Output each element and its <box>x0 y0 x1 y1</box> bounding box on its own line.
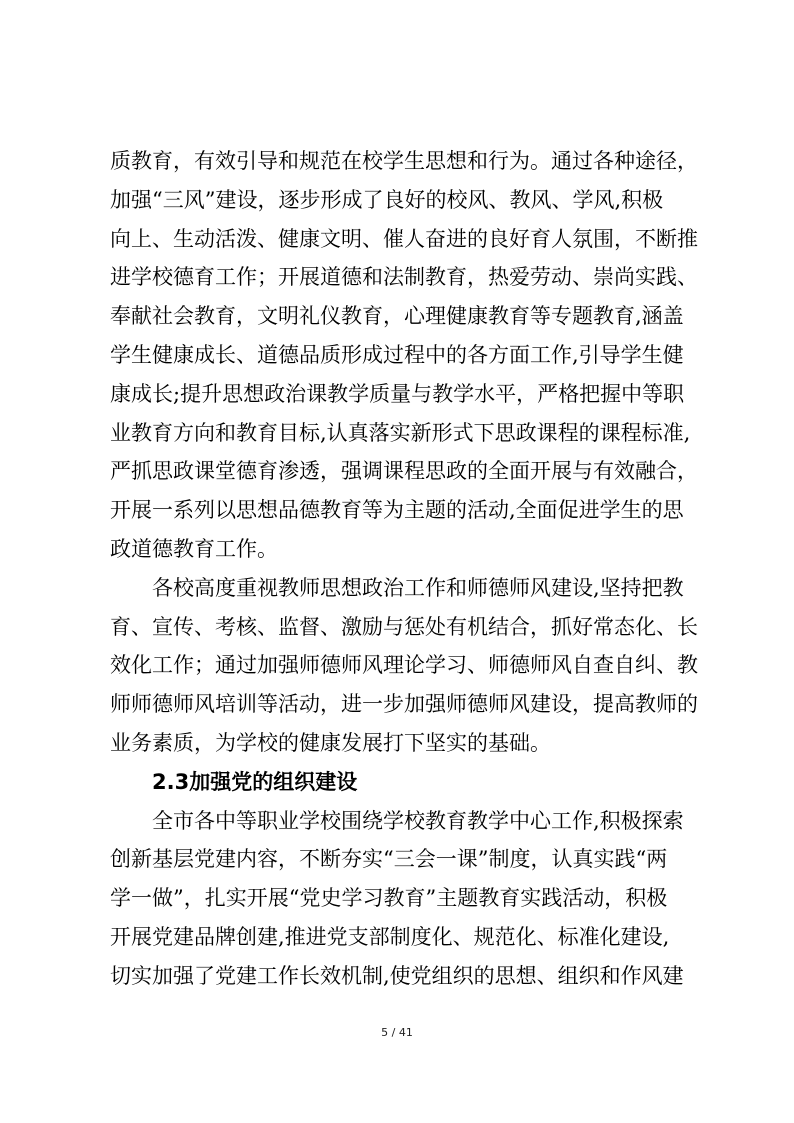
paragraph-line: 加强“三风”建设，逐步形成了良好的校风、教风、学风,积极 <box>110 187 664 212</box>
paragraph-line: 向上、生动活泼、健康文明、催人奋进的良好育人氛围，不断推 <box>110 226 698 251</box>
section-heading: 2.3加强党的组织建设 <box>152 769 358 794</box>
paragraph-line: 康成长;提升思想政治课教学质量与教学水平，严格把握中等职 <box>110 381 685 406</box>
paragraph-line: 师师德师风培训等活动，进一步加强师德师风建设，提高教师的 <box>110 692 698 717</box>
paragraph-line: 创新基层党建内容，不断夯实“三会一课”制度，认真实践“两 <box>110 847 668 872</box>
paragraph-line: 严抓思政课堂德育渗透，强调课程思政的全面开展与有效融合， <box>110 459 698 484</box>
paragraph-2 <box>110 569 710 763</box>
document-body <box>110 142 710 996</box>
paragraph-line: 学生健康成长、道德品质形成过程中的各方面工作,引导学生健 <box>110 342 684 367</box>
paragraph-3 <box>110 802 710 996</box>
paragraph-line: 学一做”，扎实开展“党史学习教育”主题教育实践活动，积极 <box>110 886 668 911</box>
paragraph-line: 开展党建品牌创建,推进党支部制度化、规范化、标准化建设, <box>110 924 670 949</box>
paragraph-line: 业务素质，为学校的健康发展打下坚实的基础。 <box>110 730 551 755</box>
paragraph-line: 育、宣传、考核、监督、激励与惩处有机结合，抓好常态化、长 <box>110 614 698 639</box>
paragraph-line: 全市各中等职业学校围绕学校教育教学中心工作,积极探索 <box>152 808 684 833</box>
page-number: 5 / 41 <box>381 1026 413 1039</box>
paragraph-1 <box>110 142 710 569</box>
paragraph-line: 质教育，有效引导和规范在校学生思想和行为。通过各种途径， <box>110 149 698 173</box>
paragraph-line: 效化工作；通过加强师德师风理论学习、师德师风自查自纠、教 <box>110 653 698 678</box>
paragraph-line: 业教育方向和教育目标,认真落实新形式下思政课程的课程标准, <box>110 420 691 445</box>
paragraph-line: 各校高度重视教师思想政治工作和师德师风建设,坚持把教 <box>152 575 684 600</box>
paragraph-line: 奉献社会教育，文明礼仪教育，心理健康教育等专题教育,涵盖 <box>110 304 684 329</box>
paragraph-line: 开展一系列以思想品德教育等为主题的活动,全面促进学生的思 <box>110 498 684 523</box>
paragraph-line: 进学校德育工作；开展道德和法制教育，热爱劳动、崇尚实践、 <box>110 265 698 290</box>
paragraph-line: 政道德教育工作。 <box>110 536 278 561</box>
paragraph-line: 切实加强了党建工作长效机制,使党组织的思想、组织和作风建 <box>110 963 684 988</box>
